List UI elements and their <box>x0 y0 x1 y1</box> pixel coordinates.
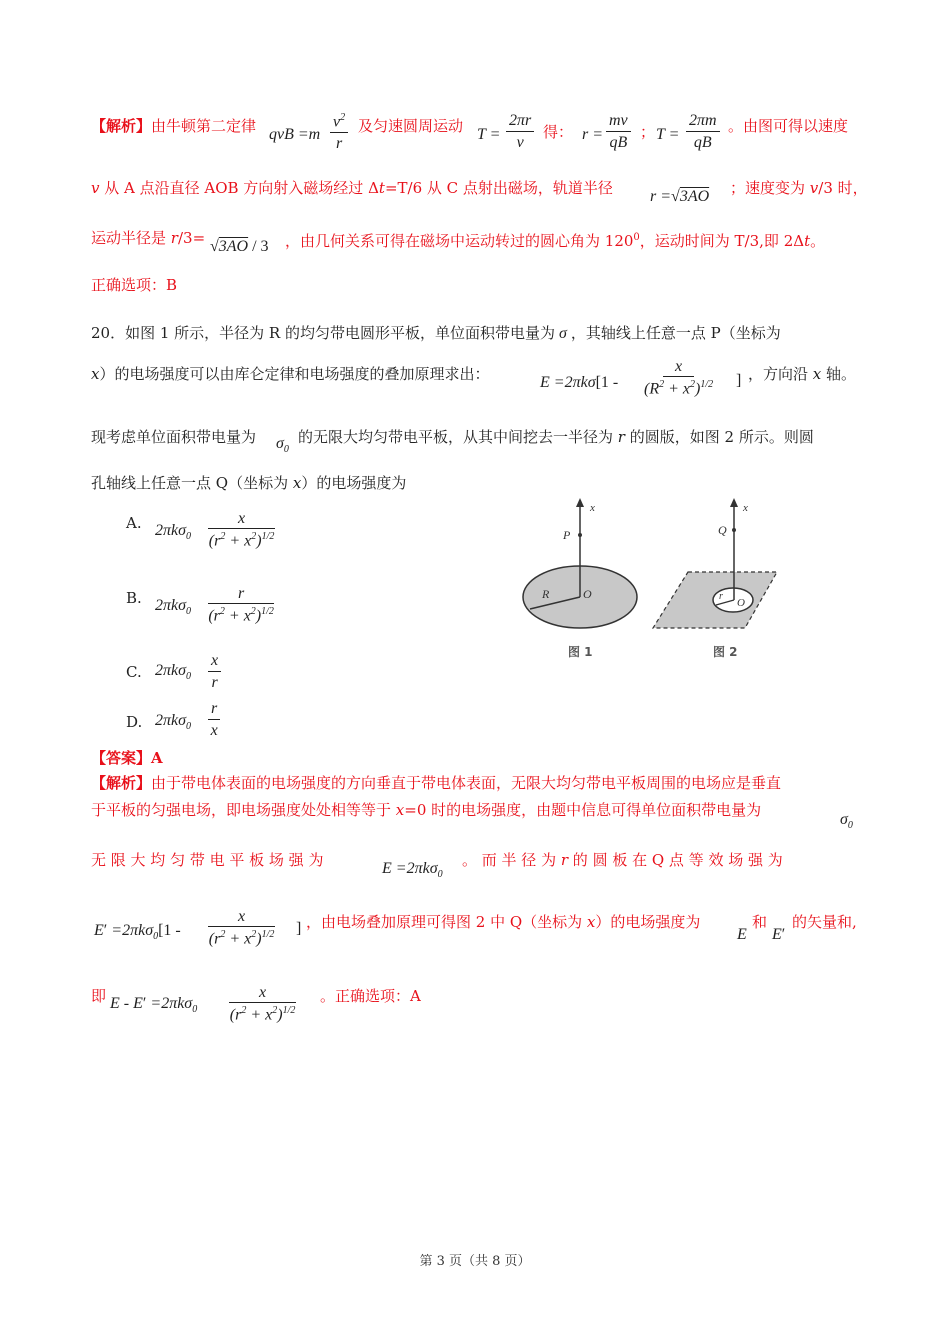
symbol-e-prime: E′ <box>772 926 786 943</box>
formula-fraction: $\frac{r}{(r^2 + x^2)^{1/2}}$ <box>208 585 274 625</box>
analysis-text: 。由图可得以速度 <box>728 117 849 135</box>
analysis-text: x <box>582 913 596 931</box>
analysis-text: 无 限 大 均 匀 带 电 平 板 场 强 为 <box>91 851 324 869</box>
question-text: r <box>613 428 630 446</box>
analysis-text: t <box>378 179 385 197</box>
question-text: 现考虑单位面积带电量为 <box>91 428 257 446</box>
analysis-text: 的矢量和, <box>792 913 857 931</box>
question-text: 20．如图 1 所示，半径为 R 的均匀带电圆形平板，单位面积带电量为 <box>91 324 555 342</box>
formula-fraction: $\frac{x}{(r^2 + x^2)^{1/2}}$ <box>208 908 275 948</box>
analysis-text: =T/6 从 C 点射出磁场，轨道半径 <box>384 179 613 197</box>
analysis-text: 。 而 半 径 为 <box>462 851 557 869</box>
analysis-text: r <box>556 851 573 869</box>
question-text: ，方向沿 <box>748 365 809 383</box>
label-o2: O <box>737 597 745 609</box>
axis-arrow-icon <box>730 498 738 507</box>
analysis-text: r <box>166 229 178 247</box>
page-footer: 第 3 页（共 8 页） <box>419 1254 531 1269</box>
formula-result: E - E′ =2πkσ$_0$ <box>110 995 198 1016</box>
fig2-caption: 图 2 <box>713 645 738 659</box>
formula-third-radius: √3AO / 3 <box>210 238 269 255</box>
option-b-formula: 2πkσ$_0$ <box>155 597 192 618</box>
option-b-label: B. <box>126 589 142 607</box>
option-a-label: A. <box>126 514 142 532</box>
question-text: ）的电场强度可以由库仑定律和电场强度的叠加原理求出： <box>99 365 490 383</box>
question-text: x <box>91 365 100 383</box>
option-d-label: D. <box>126 713 143 731</box>
fig1-caption: 图 1 <box>568 645 593 659</box>
option-a-formula: 2πkσ$_0$ <box>155 522 192 543</box>
option-c-formula: 2πkσ$_0$ <box>155 662 192 683</box>
formula-fraction: $\frac{r}{x}$ <box>208 700 220 740</box>
bracket: ] <box>296 920 302 937</box>
option-d-formula: 2πkσ$_0$ <box>155 712 192 733</box>
formula-period2: T = <box>656 126 680 143</box>
question-text: 孔轴线上任意一点 Q（坐标为 <box>91 474 289 492</box>
analysis-text: 由于带电体表面的电场强度的方向垂直于带电体表面，无限大均匀带电平板周围的电场应是垂直 <box>151 774 782 792</box>
correct-option-b: 正确选项：B <box>91 276 178 294</box>
analysis-text: 即 <box>91 987 107 1005</box>
analysis-text: 于平板的匀强电场，即电场强度处处相等等于 <box>91 801 392 819</box>
analysis-text: ；速度变为 <box>730 179 806 197</box>
analysis-text: t <box>804 232 811 250</box>
sigma-symbol: σ <box>555 325 571 342</box>
label-r-big: R <box>542 587 550 601</box>
formula-radius-sqrt: r =√3AO <box>650 188 710 205</box>
analysis-tag: 【解析】 <box>91 117 152 135</box>
analysis-text: /3= <box>177 229 206 247</box>
analysis-text: ，由几何关系可得在磁场中运动转过的圆心角为 120 <box>285 232 634 250</box>
formula-fraction: $\frac{v^2}{r}$ <box>330 112 348 153</box>
analysis-text: 的 圆 板 在 Q 点 等 效 场 强 为 <box>572 851 783 869</box>
analysis-text: =0 时的电场强度，由题中信息可得单位面积带电量为 <box>404 801 762 819</box>
axis-label-x: x <box>590 502 595 514</box>
question-text: ，其轴线上任意一点 P（坐标为 <box>570 324 781 342</box>
question-text: 的圆版，如图 2 所示。则圆 <box>629 428 814 446</box>
analysis-text: ，由电场叠加原理可得图 2 中 Q（坐标为 <box>306 913 583 931</box>
formula-fraction: $\frac{2\pi r}{v}$ <box>506 112 534 152</box>
analysis-text: v <box>91 179 100 197</box>
sigma-zero: $\sigma_0$ <box>840 811 853 832</box>
question-text: ）的电场强度为 <box>301 474 407 492</box>
label-p: P <box>563 528 571 542</box>
analysis-text: ； <box>640 123 656 141</box>
formula-fraction: $\frac{x}{r}$ <box>208 652 221 692</box>
analysis-text: 运动半径是 <box>91 229 167 247</box>
analysis-text: 由牛顿第二定律 <box>151 117 257 135</box>
axis-arrow-icon <box>576 498 584 507</box>
analysis-text: v <box>805 179 819 197</box>
analysis-text: ）的电场强度为 <box>595 913 701 931</box>
formula-infinite-field: E =2πkσ$_0$ <box>382 860 443 881</box>
sigma-zero: $\sigma_0$ <box>276 435 289 456</box>
question-text: x <box>288 474 302 492</box>
question-text: 的无限大均匀带电平板，从其中间挖去一半径为 <box>298 428 614 446</box>
analysis-text: 及匀速圆周运动 <box>358 117 464 135</box>
point-q-dot <box>732 528 736 532</box>
question-text: 轴。 <box>826 365 857 383</box>
formula-fraction: $\frac{x}{(R^2 + x^2)^{1/2}}$ <box>644 358 714 398</box>
symbol-e: E <box>737 926 747 943</box>
figure-charged-plates <box>520 497 780 667</box>
analysis-text: 得： <box>543 123 574 141</box>
option-c-label: C. <box>126 663 142 681</box>
analysis-text: /3 时， <box>818 179 868 197</box>
label-q: Q <box>718 523 727 537</box>
correct-option-a: 。正确选项：A <box>320 987 421 1005</box>
label-r-small: r <box>719 591 723 602</box>
formula-fraction: $\frac{mv}{qB}$ <box>606 112 631 152</box>
analysis-text: 和 <box>752 913 768 931</box>
formula-fraction: $\frac{x}{(r^2 + x^2)^{1/2}}$ <box>208 510 275 550</box>
formula-fraction: $\frac{2\pi m}{qB}$ <box>686 112 720 152</box>
formula-disk-field: E′ =2πkσ$_0$[1 - <box>94 922 181 943</box>
question-text: x <box>808 365 827 383</box>
formula-field-disk: E =2πkσ[1 - <box>540 374 619 391</box>
point-p-dot <box>578 533 582 537</box>
formula-period: T = <box>477 126 501 143</box>
axis-label-x: x <box>743 502 748 514</box>
label-o: O <box>583 587 592 601</box>
formula-radius: r = <box>582 126 604 143</box>
formula-lorentz: qvB =m <box>269 126 321 143</box>
superscript: 0 <box>633 232 640 243</box>
formula-fraction: $\frac{x}{(r^2 + x^2)^{1/2}}$ <box>229 984 296 1024</box>
analysis-text: ，运动时间为 T/3,即 2Δ <box>639 232 805 250</box>
analysis-text: 。 <box>810 232 826 250</box>
analysis-tag: 【解析】 <box>91 774 152 792</box>
analysis-text: x <box>391 801 405 819</box>
analysis-text: 从 A 点沿直径 AOB 方向射入磁场经过 Δ <box>99 179 379 197</box>
answer-tag: 【答案】A <box>91 749 163 767</box>
bracket: ] <box>736 372 742 389</box>
